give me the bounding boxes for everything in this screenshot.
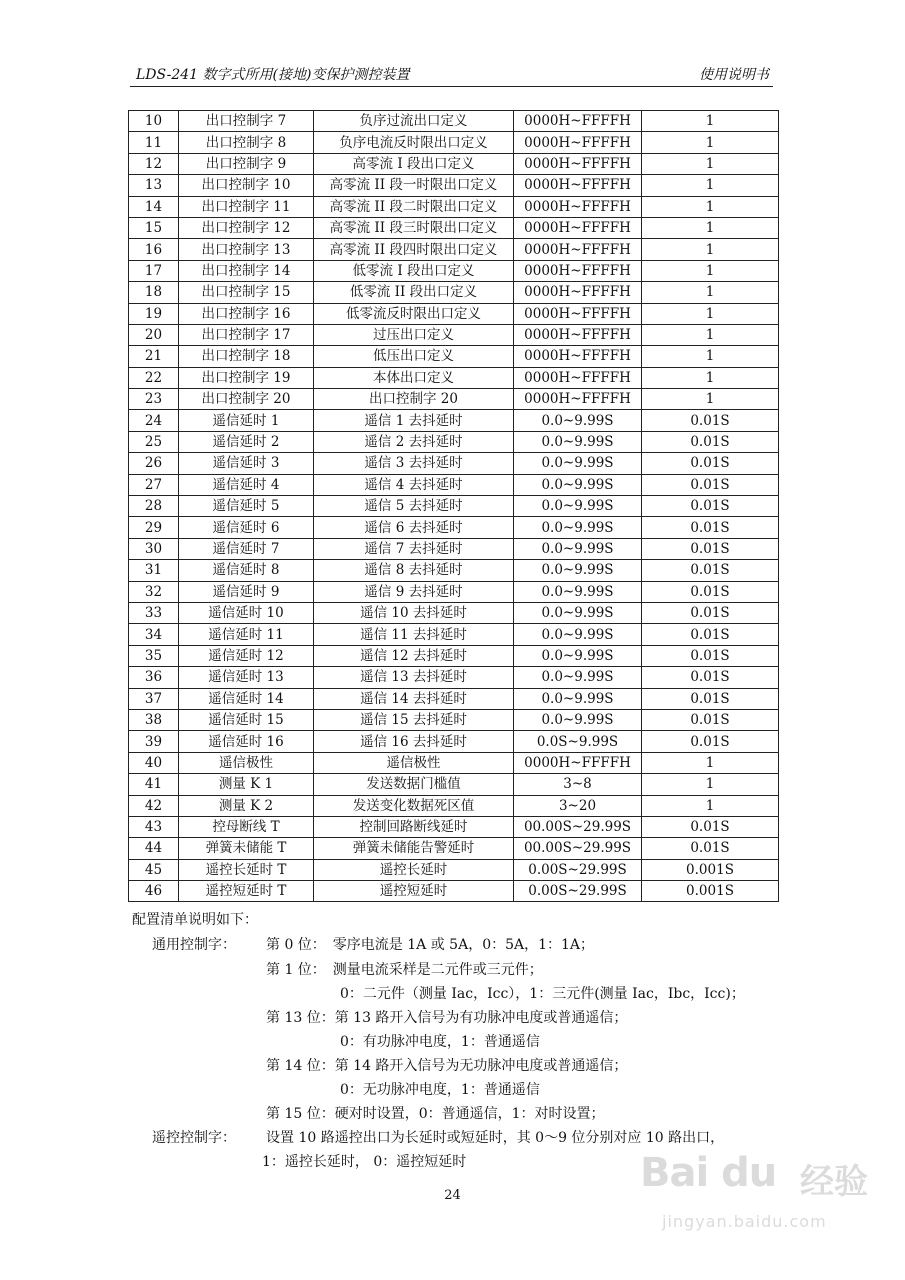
- table-row: [129, 453, 779, 474]
- table-row: [129, 431, 779, 452]
- param-step-cell: 1: [642, 132, 779, 153]
- row-index-cell: 12: [129, 153, 179, 174]
- param-name-cell: 出口控制字 16: [179, 303, 314, 324]
- param-name-cell: 弹簧未储能 T: [179, 838, 314, 859]
- param-name-cell: 遥信延时 14: [179, 688, 314, 709]
- param-name-cell: 出口控制字 13: [179, 239, 314, 260]
- param-step-cell: 0.01S: [642, 731, 779, 752]
- parameter-table-body: [129, 111, 779, 902]
- table-row: [129, 410, 779, 431]
- param-step-cell: 0.01S: [642, 474, 779, 495]
- param-range-cell: 00.00S~29.99S: [514, 838, 642, 859]
- param-range-cell: 0.0~9.99S: [514, 688, 642, 709]
- param-desc-cell: 低零流 II 段出口定义: [314, 282, 514, 303]
- param-step-cell: 1: [642, 175, 779, 196]
- param-range-cell: 0000H~FFFFH: [514, 132, 642, 153]
- bit15-desc: 第 15 位：硬对时设置，0：普通遥信，1：对时设置；: [266, 1106, 605, 1122]
- param-desc-cell: 低零流 I 段出口定义: [314, 260, 514, 281]
- param-desc-cell: 过压出口定义: [314, 324, 514, 345]
- param-range-cell: 0000H~FFFFH: [514, 239, 642, 260]
- table-row: [129, 645, 779, 666]
- param-name-cell: 遥信延时 5: [179, 496, 314, 517]
- param-step-cell: 0.01S: [642, 602, 779, 623]
- row-index-cell: 10: [129, 111, 179, 132]
- row-index-cell: 37: [129, 688, 179, 709]
- param-step-cell: 0.01S: [642, 517, 779, 538]
- table-row: [129, 602, 779, 623]
- table-row: [129, 260, 779, 281]
- param-range-cell: 3~20: [514, 795, 642, 816]
- parameter-table: [128, 110, 779, 902]
- remote-control-label: 遥控控制字：: [152, 1130, 236, 1146]
- document-title: LDS-241 数字式所用(接地)变保护测控装置: [136, 67, 410, 83]
- param-desc-cell: 遥控短延时: [314, 881, 514, 902]
- param-step-cell: 1: [642, 367, 779, 388]
- row-index-cell: 33: [129, 602, 179, 623]
- table-row: [129, 346, 779, 367]
- row-index-cell: 36: [129, 667, 179, 688]
- param-name-cell: 遥信极性: [179, 752, 314, 773]
- param-desc-cell: 遥信 4 去抖延时: [314, 474, 514, 495]
- document-type: 使用说明书: [699, 67, 769, 83]
- param-desc-cell: 高零流 II 段一时限出口定义: [314, 175, 514, 196]
- param-range-cell: 0.0~9.99S: [514, 667, 642, 688]
- param-step-cell: 0.01S: [642, 816, 779, 837]
- row-index-cell: 43: [129, 816, 179, 837]
- param-step-cell: 1: [642, 153, 779, 174]
- param-step-cell: 0.001S: [642, 881, 779, 902]
- param-desc-cell: 遥控长延时: [314, 859, 514, 880]
- param-desc-cell: 遥信 7 去抖延时: [314, 538, 514, 559]
- row-index-cell: 46: [129, 881, 179, 902]
- param-desc-cell: 负序过流出口定义: [314, 111, 514, 132]
- row-index-cell: 27: [129, 474, 179, 495]
- bit14-detail: 0：无功脉冲电度，1：普通遥信: [340, 1082, 540, 1098]
- row-index-cell: 45: [129, 859, 179, 880]
- row-index-cell: 23: [129, 389, 179, 410]
- param-range-cell: 0.00S~29.99S: [514, 859, 642, 880]
- param-step-cell: 1: [642, 389, 779, 410]
- param-desc-cell: 遥信 8 去抖延时: [314, 560, 514, 581]
- param-desc-cell: 遥信 5 去抖延时: [314, 496, 514, 517]
- param-range-cell: 0.0~9.99S: [514, 645, 642, 666]
- param-range-cell: 0000H~FFFFH: [514, 367, 642, 388]
- row-index-cell: 21: [129, 346, 179, 367]
- param-range-cell: 0000H~FFFFH: [514, 324, 642, 345]
- remote-control-desc: 设置 10 路遥控出口为长延时或短延时，其 0～9 位分别对应 10 路出口，: [266, 1130, 725, 1146]
- param-step-cell: 0.01S: [642, 581, 779, 602]
- param-step-cell: 0.01S: [642, 431, 779, 452]
- param-name-cell: 出口控制字 18: [179, 346, 314, 367]
- param-desc-cell: 出口控制字 20: [314, 389, 514, 410]
- param-name-cell: 遥控短延时 T: [179, 881, 314, 902]
- row-index-cell: 41: [129, 774, 179, 795]
- row-index-cell: 14: [129, 196, 179, 217]
- param-step-cell: 1: [642, 324, 779, 345]
- table-row: [129, 838, 779, 859]
- param-step-cell: 1: [642, 752, 779, 773]
- param-name-cell: 遥信延时 3: [179, 453, 314, 474]
- param-range-cell: 3~8: [514, 774, 642, 795]
- bit0-desc: 第 0 位： 零序电流是 1A 或 5A，0：5A，1：1A；: [266, 937, 595, 953]
- param-desc-cell: 高零流 II 段四时限出口定义: [314, 239, 514, 260]
- table-row: [129, 517, 779, 538]
- param-desc-cell: 遥信 13 去抖延时: [314, 667, 514, 688]
- table-row: [129, 859, 779, 880]
- bit13-detail: 0：有功脉冲电度，1：普通遥信: [340, 1034, 540, 1050]
- param-name-cell: 遥控长延时 T: [179, 859, 314, 880]
- param-desc-cell: 遥信 9 去抖延时: [314, 581, 514, 602]
- param-desc-cell: 遥信 2 去抖延时: [314, 431, 514, 452]
- param-range-cell: 0.0~9.99S: [514, 560, 642, 581]
- page-header: [130, 62, 773, 87]
- param-desc-cell: 遥信 6 去抖延时: [314, 517, 514, 538]
- param-desc-cell: 控制回路断线延时: [314, 816, 514, 837]
- param-range-cell: 0000H~FFFFH: [514, 282, 642, 303]
- table-row: [129, 132, 779, 153]
- param-range-cell: 0000H~FFFFH: [514, 260, 642, 281]
- row-index-cell: 44: [129, 838, 179, 859]
- table-row: [129, 709, 779, 730]
- table-row: [129, 282, 779, 303]
- table-row: [129, 731, 779, 752]
- param-step-cell: 1: [642, 217, 779, 238]
- table-row: [129, 111, 779, 132]
- param-step-cell: 1: [642, 239, 779, 260]
- row-index-cell: 22: [129, 367, 179, 388]
- param-desc-cell: 发送数据门槛值: [314, 774, 514, 795]
- param-step-cell: 1: [642, 303, 779, 324]
- watermark-url: jingyan.baidu.com: [662, 1212, 827, 1231]
- row-index-cell: 32: [129, 581, 179, 602]
- param-name-cell: 遥信延时 1: [179, 410, 314, 431]
- param-desc-cell: 遥信 3 去抖延时: [314, 453, 514, 474]
- watermark-logo-text: Bai du: [640, 1150, 777, 1196]
- param-name-cell: 遥信延时 12: [179, 645, 314, 666]
- param-range-cell: 0000H~FFFFH: [514, 752, 642, 773]
- param-desc-cell: 遥信 10 去抖延时: [314, 602, 514, 623]
- param-desc-cell: 本体出口定义: [314, 367, 514, 388]
- row-index-cell: 31: [129, 560, 179, 581]
- param-step-cell: 0.01S: [642, 667, 779, 688]
- row-index-cell: 24: [129, 410, 179, 431]
- param-range-cell: 0.0~9.99S: [514, 410, 642, 431]
- param-desc-cell: 高零流 II 段二时限出口定义: [314, 196, 514, 217]
- table-row: [129, 581, 779, 602]
- param-name-cell: 遥信延时 4: [179, 474, 314, 495]
- param-step-cell: 0.01S: [642, 709, 779, 730]
- param-range-cell: 0.0~9.99S: [514, 538, 642, 559]
- row-index-cell: 25: [129, 431, 179, 452]
- table-row: [129, 153, 779, 174]
- param-desc-cell: 遥信 12 去抖延时: [314, 645, 514, 666]
- param-step-cell: 1: [642, 260, 779, 281]
- param-name-cell: 测量 K 2: [179, 795, 314, 816]
- table-row: [129, 496, 779, 517]
- table-row: [129, 474, 779, 495]
- page-number: 24: [444, 1188, 461, 1203]
- param-range-cell: 0000H~FFFFH: [514, 346, 642, 367]
- param-name-cell: 测量 K 1: [179, 774, 314, 795]
- param-range-cell: 0.0~9.99S: [514, 581, 642, 602]
- param-name-cell: 出口控制字 19: [179, 367, 314, 388]
- param-desc-cell: 弹簧未储能告警延时: [314, 838, 514, 859]
- row-index-cell: 13: [129, 175, 179, 196]
- param-step-cell: 0.01S: [642, 560, 779, 581]
- param-range-cell: 0000H~FFFFH: [514, 196, 642, 217]
- param-name-cell: 遥信延时 10: [179, 602, 314, 623]
- table-row: [129, 196, 779, 217]
- param-range-cell: 0.00S~29.99S: [514, 881, 642, 902]
- param-range-cell: 0000H~FFFFH: [514, 217, 642, 238]
- table-row: [129, 624, 779, 645]
- param-step-cell: 0.01S: [642, 453, 779, 474]
- param-name-cell: 遥信延时 16: [179, 731, 314, 752]
- row-index-cell: 39: [129, 731, 179, 752]
- table-row: [129, 795, 779, 816]
- table-row: [129, 239, 779, 260]
- param-step-cell: 0.01S: [642, 624, 779, 645]
- param-desc-cell: 负序电流反时限出口定义: [314, 132, 514, 153]
- row-index-cell: 17: [129, 260, 179, 281]
- table-row: [129, 217, 779, 238]
- param-range-cell: 0.0~9.99S: [514, 709, 642, 730]
- row-index-cell: 16: [129, 239, 179, 260]
- param-range-cell: 0.0~9.99S: [514, 431, 642, 452]
- param-range-cell: 0.0~9.99S: [514, 453, 642, 474]
- param-name-cell: 遥信延时 9: [179, 581, 314, 602]
- param-step-cell: 0.01S: [642, 410, 779, 431]
- param-step-cell: 1: [642, 346, 779, 367]
- param-name-cell: 出口控制字 14: [179, 260, 314, 281]
- table-row: [129, 667, 779, 688]
- table-row: [129, 560, 779, 581]
- param-name-cell: 出口控制字 7: [179, 111, 314, 132]
- row-index-cell: 35: [129, 645, 179, 666]
- table-row: [129, 774, 779, 795]
- row-index-cell: 38: [129, 709, 179, 730]
- param-desc-cell: 遥信 1 去抖延时: [314, 410, 514, 431]
- table-row: [129, 324, 779, 345]
- param-range-cell: 0000H~FFFFH: [514, 111, 642, 132]
- param-name-cell: 出口控制字 17: [179, 324, 314, 345]
- param-name-cell: 出口控制字 15: [179, 282, 314, 303]
- param-step-cell: 1: [642, 774, 779, 795]
- param-name-cell: 控母断线 T: [179, 816, 314, 837]
- row-index-cell: 29: [129, 517, 179, 538]
- param-name-cell: 遥信延时 15: [179, 709, 314, 730]
- param-desc-cell: 遥信 15 去抖延时: [314, 709, 514, 730]
- param-desc-cell: 高零流 II 段三时限出口定义: [314, 217, 514, 238]
- param-range-cell: 0000H~FFFFH: [514, 175, 642, 196]
- table-row: [129, 816, 779, 837]
- row-index-cell: 40: [129, 752, 179, 773]
- param-name-cell: 遥信延时 8: [179, 560, 314, 581]
- table-row: [129, 175, 779, 196]
- param-step-cell: 0.01S: [642, 645, 779, 666]
- param-name-cell: 出口控制字 9: [179, 153, 314, 174]
- param-name-cell: 出口控制字 12: [179, 217, 314, 238]
- param-step-cell: 0.001S: [642, 859, 779, 880]
- table-row: [129, 389, 779, 410]
- param-desc-cell: 遥信 14 去抖延时: [314, 688, 514, 709]
- table-row: [129, 538, 779, 559]
- param-range-cell: 0000H~FFFFH: [514, 389, 642, 410]
- param-range-cell: 0.0~9.99S: [514, 474, 642, 495]
- param-step-cell: 1: [642, 111, 779, 132]
- table-row: [129, 881, 779, 902]
- param-desc-cell: 遥信 11 去抖延时: [314, 624, 514, 645]
- param-name-cell: 出口控制字 20: [179, 389, 314, 410]
- bit14-desc: 第 14 位：第 14 路开入信号为无功脉冲电度或普通遥信；: [266, 1058, 628, 1074]
- param-name-cell: 遥信延时 13: [179, 667, 314, 688]
- param-range-cell: 0000H~FFFFH: [514, 153, 642, 174]
- param-range-cell: 0.0~9.99S: [514, 624, 642, 645]
- param-range-cell: 0.0~9.99S: [514, 602, 642, 623]
- table-row: [129, 367, 779, 388]
- param-name-cell: 遥信延时 6: [179, 517, 314, 538]
- param-range-cell: 0.0S~9.99S: [514, 731, 642, 752]
- notes-intro: 配置清单说明如下：: [132, 912, 258, 928]
- param-step-cell: 0.01S: [642, 496, 779, 517]
- param-step-cell: 1: [642, 795, 779, 816]
- row-index-cell: 30: [129, 538, 179, 559]
- param-name-cell: 遥信延时 7: [179, 538, 314, 559]
- param-range-cell: 0.0~9.99S: [514, 517, 642, 538]
- param-name-cell: 遥信延时 2: [179, 431, 314, 452]
- param-name-cell: 遥信延时 11: [179, 624, 314, 645]
- param-desc-cell: 遥信极性: [314, 752, 514, 773]
- row-index-cell: 28: [129, 496, 179, 517]
- remote-control-detail: 1：遥控长延时， 0：遥控短延时: [262, 1154, 467, 1170]
- row-index-cell: 34: [129, 624, 179, 645]
- general-control-label: 通用控制字：: [152, 937, 236, 953]
- param-range-cell: 00.00S~29.99S: [514, 816, 642, 837]
- param-name-cell: 出口控制字 8: [179, 132, 314, 153]
- bit1-desc: 第 1 位： 测量电流采样是二元件或三元件；: [266, 962, 543, 978]
- row-index-cell: 20: [129, 324, 179, 345]
- row-index-cell: 42: [129, 795, 179, 816]
- param-name-cell: 出口控制字 11: [179, 196, 314, 217]
- watermark-cn-text: 经验: [800, 1162, 868, 1202]
- watermark-logo: [640, 1150, 776, 1196]
- param-range-cell: 0000H~FFFFH: [514, 303, 642, 324]
- param-step-cell: 1: [642, 282, 779, 303]
- param-step-cell: 0.01S: [642, 838, 779, 859]
- table-row: [129, 303, 779, 324]
- param-desc-cell: 发送变化数据死区值: [314, 795, 514, 816]
- row-index-cell: 11: [129, 132, 179, 153]
- param-step-cell: 1: [642, 196, 779, 217]
- bit1-detail: 0：二元件（测量 Iac，Icc），1：三元件(测量 Iac，Ibc，Icc)；: [340, 986, 745, 1002]
- param-desc-cell: 低压出口定义: [314, 346, 514, 367]
- param-name-cell: 出口控制字 10: [179, 175, 314, 196]
- bit13-desc: 第 13 位：第 13 路开入信号为有功脉冲电度或普通遥信；: [266, 1010, 628, 1026]
- row-index-cell: 26: [129, 453, 179, 474]
- param-desc-cell: 低零流反时限出口定义: [314, 303, 514, 324]
- param-step-cell: 0.01S: [642, 688, 779, 709]
- row-index-cell: 18: [129, 282, 179, 303]
- param-step-cell: 0.01S: [642, 538, 779, 559]
- table-row: [129, 752, 779, 773]
- row-index-cell: 15: [129, 217, 179, 238]
- param-range-cell: 0.0~9.99S: [514, 496, 642, 517]
- row-index-cell: 19: [129, 303, 179, 324]
- param-desc-cell: 高零流 I 段出口定义: [314, 153, 514, 174]
- watermark: [640, 1140, 870, 1250]
- table-row: [129, 688, 779, 709]
- param-desc-cell: 遥信 16 去抖延时: [314, 731, 514, 752]
